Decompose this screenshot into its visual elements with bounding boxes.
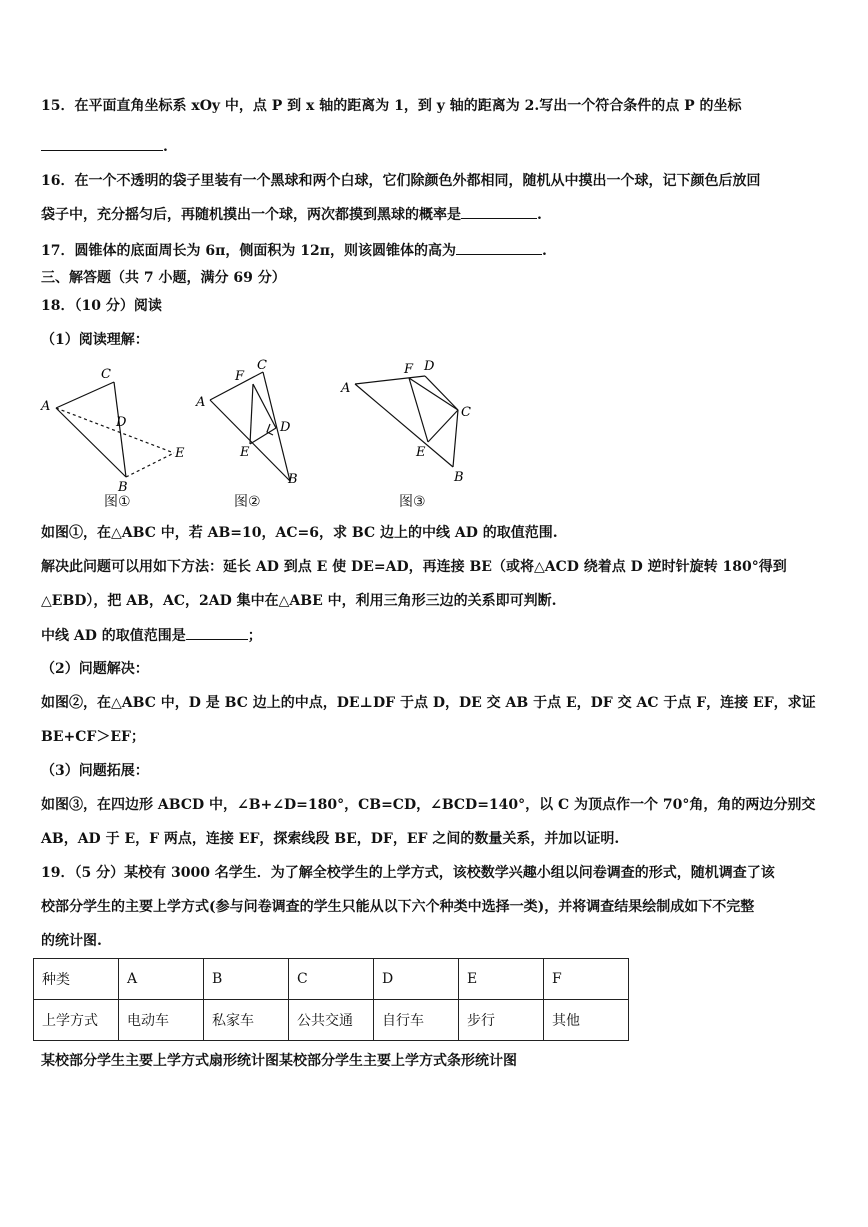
q16-end: . (537, 207, 542, 223)
table-cell: 其他 (544, 1000, 629, 1041)
q19-l1 (41, 863, 775, 883)
q19-l3-text: 的统计图. (41, 933, 102, 949)
fig3-label-b: B (454, 470, 464, 485)
figure-2 (193, 356, 313, 491)
q18-p4a (41, 693, 816, 713)
table-cell: B (204, 959, 289, 1000)
q15-answer-line (41, 136, 168, 157)
q15-line (41, 96, 742, 116)
q18-p5a-text: 如图③，在四边形 ABCD 中，∠B+∠D=180°，CB=CD，∠BCD=140°，以 C 为顶点作一个 70°角，角的两边分别交 (41, 797, 816, 813)
q17-text: 17．圆锥体的底面周长为 6π，侧面积为 12π，则该圆锥体的高为 (41, 243, 456, 259)
q18-p3-end: ； (247, 628, 262, 644)
q15-blank[interactable] (41, 136, 163, 151)
fig2-label-f: F (235, 369, 245, 384)
table-cell: 自行车 (374, 1000, 459, 1041)
q19-l3 (41, 931, 102, 951)
q18-p2b (41, 591, 556, 611)
q18-p5b (41, 829, 619, 849)
q19-caption (41, 1051, 517, 1071)
q19-l2 (41, 897, 754, 917)
q19-caption-text: 某校部分学生主要上学方式扇形统计图某校部分学生主要上学方式条形统计图 (41, 1053, 517, 1069)
fig3-label-a: A (341, 381, 351, 396)
q16-blank[interactable] (461, 204, 537, 219)
figure-1 (36, 360, 196, 495)
table-row (34, 959, 629, 1000)
table-row (34, 1000, 629, 1041)
fig2-label-a: A (196, 395, 206, 410)
q17-blank[interactable] (456, 240, 542, 255)
fig3-label-c: C (461, 405, 471, 420)
q18-p1-text: 如图①，在△ABC 中，若 AB=10，AC=6，求 BC 边上的中线 AD 的取值范围. (41, 525, 558, 541)
q17-end: . (541, 243, 547, 259)
section-heading (41, 268, 286, 288)
q18-head-text: 18．（10 分）阅读 (41, 298, 162, 314)
q18-part2-text: （2）问题解决： (41, 661, 149, 677)
q18-p5b-text: AB，AD 于 E，F 两点，连接 EF，探索线段 BE，DF，EF 之间的数量关系，并加以证明. (41, 831, 620, 847)
fig1-label-b: B (118, 480, 128, 495)
q18-p2a (41, 557, 787, 577)
fig3-label-f: F (404, 362, 414, 377)
fig3-label-e: E (416, 445, 426, 460)
figure-3-svg (338, 352, 488, 487)
table-cell: F (544, 959, 629, 1000)
q15-text: 15．在平面直角坐标系 xOy 中，点 P 到 x 轴的距离为 1，到 y 轴的距离为 2.写出一个符合条件的点 P 的坐标 (41, 98, 742, 114)
figure-3-caption: 图③ (399, 494, 426, 510)
q18-head (41, 296, 162, 316)
table-cell: D (374, 959, 459, 1000)
table-cell: C (289, 959, 374, 1000)
table-cell: E (459, 959, 544, 1000)
table-cell: 公共交通 (289, 1000, 374, 1041)
figure-1-caption: 图① (104, 494, 131, 510)
fig2-label-d: D (280, 420, 291, 435)
figure-2-svg (193, 356, 313, 491)
q18-p4b-text: BE+CF＞EF； (41, 729, 145, 745)
q18-p3 (41, 625, 262, 646)
table-cell: A (119, 959, 204, 1000)
fig2-label-e: E (240, 445, 250, 460)
fig1-label-a: A (41, 399, 51, 414)
q18-p3-text: 中线 AD 的取值范围是 (41, 628, 186, 644)
fig2-label-b: B (288, 472, 298, 487)
q18-part3 (41, 761, 149, 781)
q18-p1 (41, 523, 558, 543)
fig3-label-d: D (424, 359, 435, 374)
q18-p5a (41, 795, 815, 815)
q18-p4a-text: 如图②，在△ABC 中，D 是 BC 边上的中点，DE⊥DF 于点 D，DE 交 AB 于点 E，DF 交 AC 于点 F，连接 EF，求证 (41, 695, 816, 711)
table-cell: 电动车 (119, 1000, 204, 1041)
figure-2-caption: 图② (234, 494, 261, 510)
q18-blank[interactable] (186, 625, 248, 640)
q16-text1: 16．在一个不透明的袋子里装有一个黑球和两个白球，它们除颜色外都相同，随机从中摸出一个球，记下颜色后放回 (41, 173, 761, 189)
table-cell: 步行 (459, 1000, 544, 1041)
q15-end: . (163, 139, 168, 155)
q18-part2 (41, 659, 149, 679)
fig2-label-c: C (257, 358, 267, 373)
table-cell: 种类 (34, 959, 119, 1000)
q18-part1 (41, 330, 149, 350)
fig1-label-c: C (101, 367, 111, 382)
q18-p4b (41, 727, 145, 747)
q19-l2-text: 校部分学生的主要上学方式(参与问卷调查的学生只能从以下六个种类中选择一类)，并将调查结果绘制成如下不完整 (41, 899, 755, 915)
q19-l1-text: 19．（5 分）某校有 3000 名学生．为了解全校学生的上学方式，该校数学兴趣小组以问卷调查的形式，随机调查了该 (41, 865, 775, 881)
q18-p2b-text: △EBD），把 AB，AC，2AD 集中在△ABE 中，利用三角形三边的关系即可判断. (41, 593, 557, 609)
fig1-label-e: E (175, 446, 185, 461)
figure-1-svg (36, 360, 196, 495)
q16-line1 (41, 171, 760, 191)
q18-part3-text: （3）问题拓展： (41, 763, 149, 779)
q17-line (41, 240, 547, 261)
figure-3 (338, 352, 488, 487)
transport-table (33, 958, 629, 1041)
fig1-label-d: D (116, 415, 127, 430)
q18-p2a-text: 解决此问题可以用如下方法：延长 AD 到点 E 使 DE=AD，再连接 BE（或将△ACD 绕着点 D 逆时针旋转 180°得到 (41, 559, 787, 575)
table-cell: 私家车 (204, 1000, 289, 1041)
q16-line2 (41, 204, 542, 225)
q18-part1-text: （1）阅读理解： (41, 332, 149, 348)
q16-text2: 袋子中，充分摇匀后，再随机摸出一个球，两次都摸到黑球的概率是 (41, 207, 461, 223)
table-cell: 上学方式 (34, 1000, 119, 1041)
section-text: 三、解答题（共 7 小题，满分 69 分） (41, 270, 286, 286)
